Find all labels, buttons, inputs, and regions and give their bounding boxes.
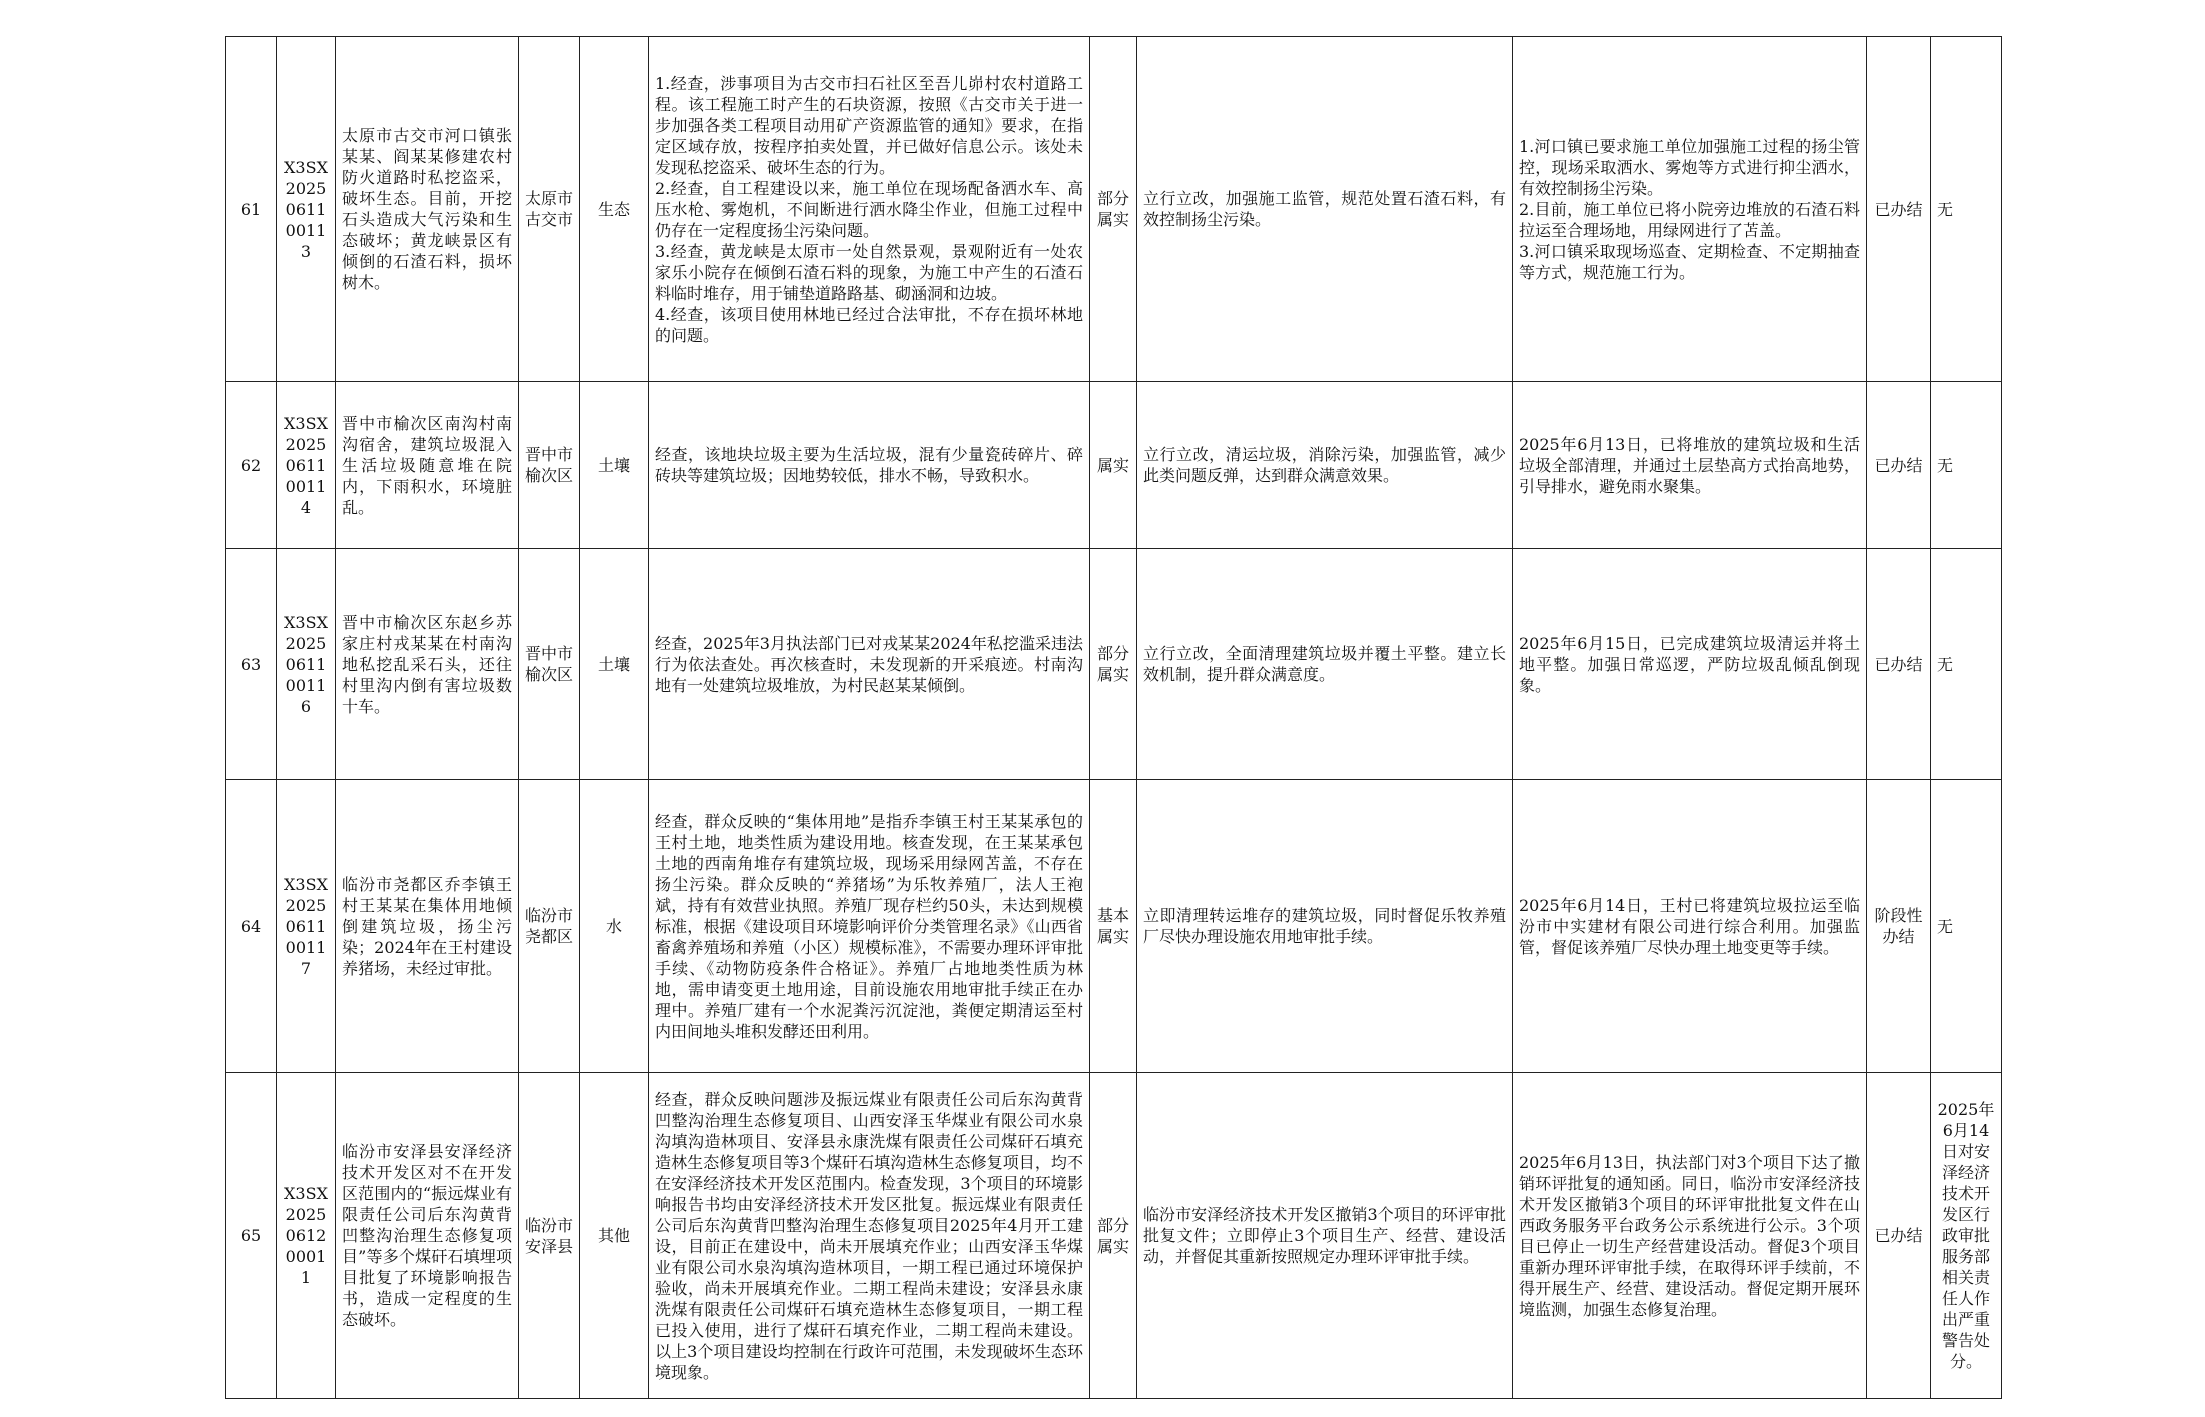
case-table (225, 36, 2002, 1399)
verdict: 基本属实 (1090, 780, 1137, 1073)
accountability: 无 (1931, 37, 2002, 382)
pollution-type: 生态 (580, 37, 649, 382)
row-number: 65 (226, 1073, 277, 1399)
area: 晋中市榆次区 (519, 382, 580, 549)
table-row (226, 1073, 2002, 1399)
table-row (226, 382, 2002, 549)
verdict: 部分属实 (1090, 1073, 1137, 1399)
case-code: X3SX2025061100113 (277, 37, 336, 382)
accountability: 无 (1931, 549, 2002, 780)
pollution-type: 水 (580, 780, 649, 1073)
accountability: 无 (1931, 382, 2002, 549)
issue-text: 临汾市安泽县安泽经济技术开发区对不在开发区范围内的“振远煤业有限责任公司后东沟黄背凹整沟治理生态修复项目”等多个煤矸石填埋项目批复了环境影响报告书，造成一定程度的生态破坏。 (336, 1073, 519, 1399)
case-code: X3SX2025061100116 (277, 549, 336, 780)
accountability: 无 (1931, 780, 2002, 1073)
row-number: 62 (226, 382, 277, 549)
finding-text: 经查，群众反映问题涉及振远煤业有限责任公司后东沟黄背凹整沟治理生态修复项目、山西安泽玉华煤业有限公司水泉沟填沟造林项目、安泽县永康洗煤有限责任公司煤矸石填充造林生态修复项目等3个煤矸石填沟造林生态修复项目，均不在安泽经济技术开发区范围内。检查发现，3个项目的环境影响报告书均由安泽经济技术开发区批复。振远煤业有限责任公司后东沟黄背凹整沟治理生态修复项目2025年4月开工建设，目前正在建设中，尚未开展填充作业；山西安泽玉华煤业有限公司水泉沟填沟造林项目，一期工程已通过环境保护验收，尚未开展填充作业。二期工程尚未建设；安泽县永康洗煤有限责任公司煤矸石填充造林生态修复项目，一期工程已投入使用，进行了煤矸石填充作业，二期工程尚未建设。以上3个项目建设均控制在行政许可范围，未发现破坏生态环境现象。 (649, 1073, 1090, 1399)
table-row (226, 549, 2002, 780)
plan-text: 立行立改，全面清理建筑垃圾并覆土平整。建立长效机制，提升群众满意度。 (1137, 549, 1513, 780)
case-code: X3SX2025061100117 (277, 780, 336, 1073)
status: 已办结 (1867, 382, 1931, 549)
issue-text: 临汾市尧都区乔李镇王村王某某在集体用地倾倒建筑垃圾，扬尘污染；2024年在王村建设养猪场，未经过审批。 (336, 780, 519, 1073)
status: 已办结 (1867, 549, 1931, 780)
plan-text: 立行立改，加强施工监管，规范处置石渣石料，有效控制扬尘污染。 (1137, 37, 1513, 382)
case-code: X3SX2025061200011 (277, 1073, 336, 1399)
finding-text: 经查，该地块垃圾主要为生活垃圾，混有少量瓷砖碎片、碎砖块等建筑垃圾；因地势较低，排水不畅，导致积水。 (649, 382, 1090, 549)
progress-text: 2025年6月13日，执法部门对3个项目下达了撤销环评批复的通知函。同日，临汾市安泽经济技术开发区撤销3个项目的环评审批批复文件在山西政务服务平台政务公示系统进行公示。3个项目已停止一切生产经营建设活动。督促3个项目重新办理环评审批手续，在取得环评手续前，不得开展生产、经营、建设活动。督促定期开展环境监测，加强生态修复治理。 (1513, 1073, 1867, 1399)
table-row (226, 780, 2002, 1073)
status: 已办结 (1867, 37, 1931, 382)
progress-text: 2025年6月15日，已完成建筑垃圾清运并将土地平整。加强日常巡逻，严防垃圾乱倾乱倒现象。 (1513, 549, 1867, 780)
pollution-type: 其他 (580, 1073, 649, 1399)
case-code: X3SX2025061100114 (277, 382, 336, 549)
area: 临汾市尧都区 (519, 780, 580, 1073)
finding-text: 经查，群众反映的“集体用地”是指乔李镇王村王某某承包的王村土地，地类性质为建设用地。核查发现，在王某某承包土地的西南角堆存有建筑垃圾，现场采用绿网苫盖，不存在扬尘污染。群众反映的“养猪场”为乐牧养殖厂，法人王袍斌，持有有效营业执照。养殖厂现存栏约50头，未达到规模标准，根据《建设项目环境影响评价分类管理名录》《山西省畜禽养殖场和养殖（小区）规模标准》，不需要办理环评审批手续、《动物防疫条件合格证》。养殖厂占地地类性质为林地，需申请变更土地用途，目前设施农用地审批手续正在办理中。养殖厂建有一个水泥粪污沉淀池，粪便定期清运至村内田间地头堆积发酵还田利用。 (649, 780, 1090, 1073)
finding-text: 1.经查，涉事项目为古交市扫石社区至吾儿峁村农村道路工程。该工程施工时产生的石块资源，按照《古交市关于进一步加强各类工程项目动用矿产资源监管的通知》要求，在指定区域存放，按程序拍卖处置，并已做好信息公示。该处未发现私挖盗采、破坏生态的行为。 2.经查，自工程建设以来，施工单位在现场配备洒水车、高压水枪、雾炮机，不间断进行洒水降尘作业，但施工过程中仍存在一定程度扬尘污染问题。 3.经查，黄龙峡是太原市一处自然景观，景观附近有一处农家乐小院存在倾倒石渣石料的现象，为施工中产生的石渣石料临时堆存，用于铺垫道路路基、砌涵洞和边坡。 4.经查，该项目使用林地已经过合法审批，不存在损坏林地的问题。 (649, 37, 1090, 382)
progress-text: 2025年6月13日，已将堆放的建筑垃圾和生活垃圾全部清理，并通过土层垫高方式抬高地势，引导排水，避免雨水聚集。 (1513, 382, 1867, 549)
accountability: 2025年6月14日对安泽经济技术开发区行政审批服务部相关责任人作出严重警告处分。 (1931, 1073, 2002, 1399)
progress-text: 2025年6月14日，王村已将建筑垃圾拉运至临汾市中实建材有限公司进行综合利用。加强监管，督促该养殖厂尽快办理土地变更等手续。 (1513, 780, 1867, 1073)
row-number: 63 (226, 549, 277, 780)
verdict: 属实 (1090, 382, 1137, 549)
pollution-type: 土壤 (580, 549, 649, 780)
issue-text: 晋中市榆次区南沟村南沟宿舍，建筑垃圾混入生活垃圾随意堆在院内，下雨积水，环境脏乱。 (336, 382, 519, 549)
status: 阶段性办结 (1867, 780, 1931, 1073)
row-number: 61 (226, 37, 277, 382)
area: 太原市古交市 (519, 37, 580, 382)
finding-text: 经查，2025年3月执法部门已对戎某某2024年私挖滥采违法行为依法查处。再次核查时，未发现新的开采痕迹。村南沟地有一处建筑垃圾堆放，为村民赵某某倾倒。 (649, 549, 1090, 780)
row-number: 64 (226, 780, 277, 1073)
verdict: 部分属实 (1090, 37, 1137, 382)
status: 已办结 (1867, 1073, 1931, 1399)
plan-text: 立即清理转运堆存的建筑垃圾，同时督促乐牧养殖厂尽快办理设施农用地审批手续。 (1137, 780, 1513, 1073)
plan-text: 临汾市安泽经济技术开发区撤销3个项目的环评审批批复文件；立即停止3个项目生产、经营、建设活动，并督促其重新按照规定办理环评审批手续。 (1137, 1073, 1513, 1399)
plan-text: 立行立改，清运垃圾，消除污染，加强监管，减少此类问题反弹，达到群众满意效果。 (1137, 382, 1513, 549)
verdict: 部分属实 (1090, 549, 1137, 780)
area: 晋中市榆次区 (519, 549, 580, 780)
issue-text: 晋中市榆次区东赵乡苏家庄村戎某某在村南沟地私挖乱采石头，还往村里沟内倒有害垃圾数十车。 (336, 549, 519, 780)
progress-text: 1.河口镇已要求施工单位加强施工过程的扬尘管控，现场采取洒水、雾炮等方式进行抑尘洒水，有效控制扬尘污染。 2.目前，施工单位已将小院旁边堆放的石渣石料拉运至合理场地，用绿网进行了苫盖。 3.河口镇采取现场巡查、定期检查、不定期抽查等方式，规范施工行为。 (1513, 37, 1867, 382)
area: 临汾市安泽县 (519, 1073, 580, 1399)
pollution-type: 土壤 (580, 382, 649, 549)
issue-text: 太原市古交市河口镇张某某、阎某某修建农村防火道路时私挖盗采，破坏生态。目前，开挖石头造成大气污染和生态破坏；黄龙峡景区有倾倒的石渣石料，损坏树木。 (336, 37, 519, 382)
table-row (226, 37, 2002, 382)
